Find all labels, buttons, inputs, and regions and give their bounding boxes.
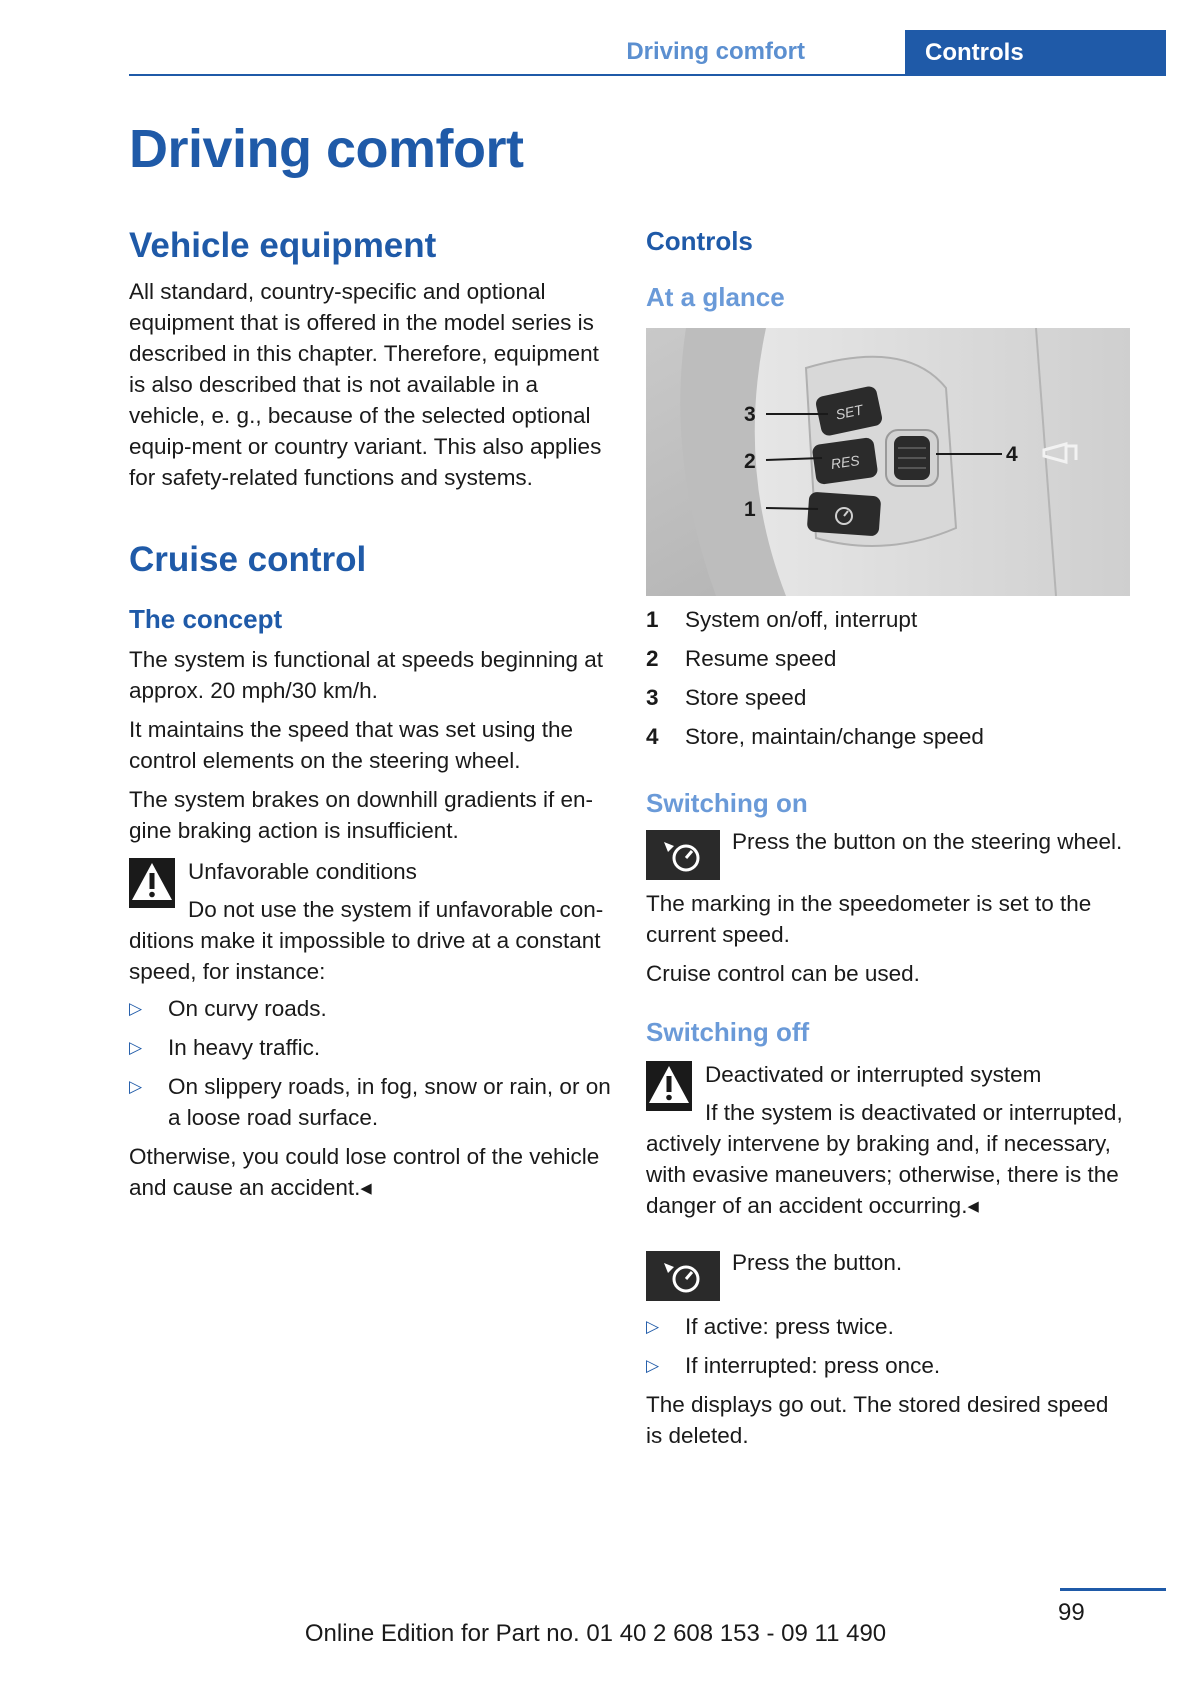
legend-number: 1 [646, 607, 659, 632]
at-a-glance-heading: At a glance [646, 282, 785, 312]
header-section-tab: Controls [905, 30, 1166, 76]
footer-edition: Online Edition for Part no. 01 40 2 608 153 - 09 11 490 [304, 1620, 887, 1647]
triangle-bullet-icon: ▷ [129, 999, 143, 1018]
legend-number: 4 [646, 724, 659, 749]
legend-row [646, 682, 1130, 713]
concept-paragraph-3: The system brakes on downhill gradients if en-gine braking action is insufficient. [129, 787, 593, 843]
switching-on-paragraph-2: Cruise control can be used. [646, 961, 920, 986]
switching-off-list [646, 1311, 1130, 1381]
triangle-bullet-icon: ▷ [129, 1038, 143, 1057]
legend-number: 3 [646, 685, 659, 710]
warning-closing: Otherwise, you could lose control of the vehicle and cause an accident.◂ [129, 1144, 600, 1200]
list-item-text: On slippery roads, in fog, snow or rain, or on a loose road surface. [168, 1074, 611, 1130]
footer-rule [1060, 1588, 1166, 1591]
cruise-control-button-icon [646, 830, 720, 880]
switching-on-heading: Switching on [646, 788, 808, 818]
triangle-bullet-icon: ▷ [129, 1077, 143, 1096]
set-button-label: SET [834, 401, 865, 423]
page-title: Driving comfort [129, 119, 524, 179]
legend-row [646, 721, 1130, 752]
vehicle-equipment-heading: Vehicle equipment [129, 226, 437, 265]
steering-wheel-controls-figure [646, 328, 1130, 596]
list-item-text: In heavy traffic. [168, 1035, 321, 1060]
legend-row [646, 604, 1130, 635]
right-column [646, 224, 1130, 1451]
list-item [129, 1032, 613, 1063]
switching-on-press-text: Press the button on the steering wheel. [732, 829, 1123, 854]
warning-text-continued: ditions make it impossible to drive at a constant speed, for instance: [129, 928, 601, 984]
concept-paragraph-2: It maintains the speed that was set using the control elements on the steering wheel. [129, 717, 574, 773]
res-button [812, 437, 879, 485]
cruise-control-button-icon [646, 1251, 720, 1301]
callout-1: 1 [744, 498, 756, 521]
figure-legend [646, 604, 1130, 752]
legend-text: Store, maintain/change speed [685, 724, 984, 749]
switching-on-instruction [646, 826, 1130, 878]
callout-4: 4 [1006, 443, 1018, 466]
list-item [129, 1071, 613, 1133]
warning-title: Deactivated or interrupted system [705, 1062, 1042, 1087]
conditions-list [129, 993, 613, 1133]
triangle-bullet-icon: ▷ [646, 1356, 660, 1375]
res-button-label: RES [829, 452, 861, 472]
list-item-text: If interrupted: press once. [685, 1353, 941, 1378]
list-item [129, 993, 613, 1024]
legend-text: Store speed [685, 685, 807, 710]
left-column [129, 224, 613, 1203]
warning-icon [646, 1061, 692, 1111]
legend-text: Resume speed [685, 646, 837, 671]
page-number: 99 [1058, 1599, 1085, 1626]
list-item [646, 1311, 1130, 1342]
warning-deactivated-system [646, 1059, 1130, 1128]
switching-off-heading: Switching off [646, 1017, 810, 1047]
warning-text-continued: actively intervene by braking and, if necessary, with evasive maneuvers; otherwise, there is the danger of an accident occurring.◂ [646, 1131, 1119, 1218]
switching-off-instruction [646, 1247, 1130, 1299]
switching-off-closing: The displays go out. The stored desired speed is deleted. [646, 1392, 1109, 1448]
switching-on-paragraph-1: The marking in the speedometer is set to the current speed. [646, 891, 1092, 947]
controls-heading: Controls [646, 226, 753, 256]
cruise-on-off-button [807, 492, 882, 537]
vehicle-equipment-text: All standard, country-specific and optional equipment that is offered in the model series is described in this chapter. Therefore, equipment is also described that is not available in a vehicle, e. g., because of the selected optional equip-ment or country variant. This also applies for safety-related functions and systems. [129, 279, 602, 490]
header-rule [129, 74, 1166, 76]
list-item-text: On curvy roads. [168, 996, 327, 1021]
callout-3: 3 [744, 403, 756, 426]
concept-heading: The concept [129, 604, 283, 634]
warning-unfavorable-conditions [129, 856, 613, 925]
list-item [646, 1350, 1130, 1381]
legend-text: System on/off, interrupt [685, 607, 918, 632]
header-breadcrumb: Driving comfort [626, 38, 805, 65]
triangle-bullet-icon: ▷ [646, 1317, 660, 1336]
switching-off-press-text: Press the button. [732, 1250, 903, 1275]
list-item-text: If active: press twice. [685, 1314, 894, 1339]
concept-paragraph-1: The system is functional at speeds beginning at approx. 20 mph/30 km/h. [129, 647, 604, 703]
legend-row [646, 643, 1130, 674]
warning-text-first-line: Do not use the system if unfavorable con- [188, 897, 604, 922]
cruise-control-heading: Cruise control [129, 540, 367, 579]
callout-2: 2 [744, 450, 756, 473]
warning-text-first-line: If the system is deactivated or interrupted, [705, 1100, 1123, 1125]
speed-rocker-switch [886, 430, 938, 486]
warning-title: Unfavorable conditions [188, 859, 417, 884]
warning-icon [129, 858, 175, 908]
legend-number: 2 [646, 646, 659, 671]
